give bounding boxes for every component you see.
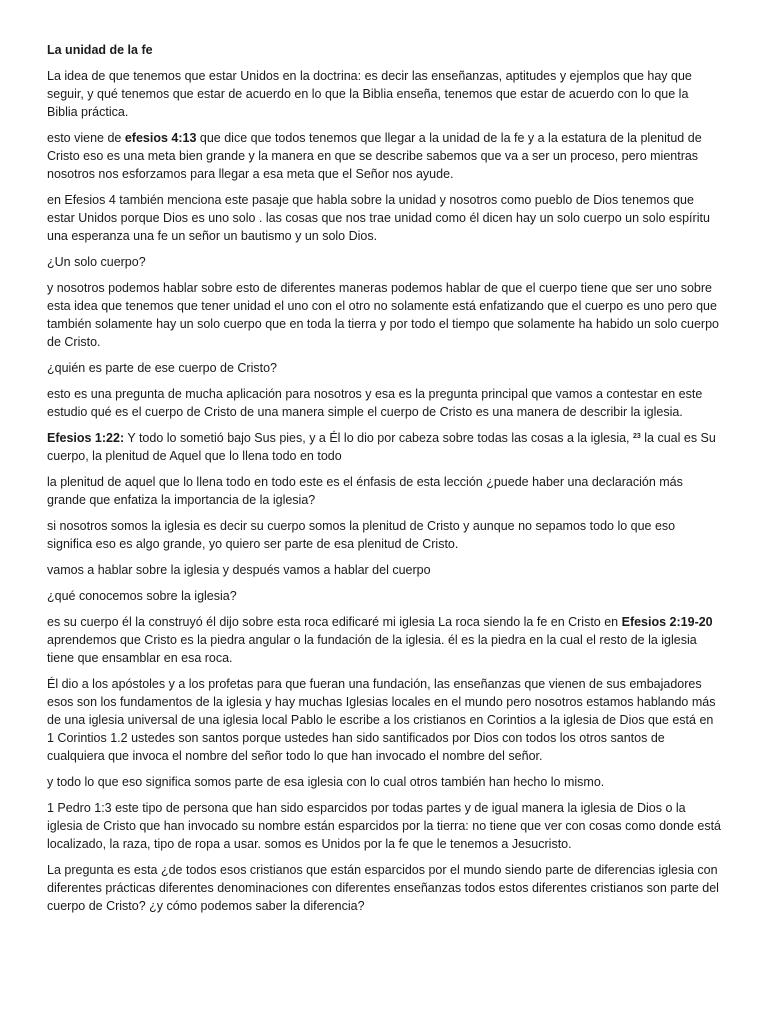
paragraph: la plenitud de aquel que lo llena todo en todo este es el énfasis de esta lección ¿puede haber una declaración más grande que enfatiza la importancia de la iglesia? — [47, 475, 683, 507]
paragraph: La pregunta es esta ¿de todos esos cristianos que están esparcidos por el mundo siendo parte de diferencias iglesia con diferentes prácticas diferentes denominaciones con diferentes enseñanzas todos estos diferentes cristianos son parte del cuerpo de Cristo? ¿y cómo podemos saber la diferencia? — [47, 863, 719, 913]
paragraph: y todo lo que eso significa somos parte de esa iglesia con lo cual otros también han hecho lo mismo. — [47, 775, 605, 789]
paragraph — [47, 613, 722, 667]
text-run: que dice que todos tenemos que llegar a la unidad de la fe y a la estatura de la plenitud de Cristo eso es una meta bien grande y la manera en que se describe sabemos que va a ser un proceso, pero mientras nosotros nos esforzamos para llegar a esa meta que el Señor nos ayude. — [47, 131, 702, 181]
paragraph: esto es una pregunta de mucha aplicación para nosotros y esa es la pregunta principal que vamos a contestar en este estudio qué es el cuerpo de Cristo de una manera simple el cuerpo de Cristo es una manera de describir la iglesia. — [47, 387, 703, 419]
paragraph — [47, 429, 722, 465]
paragraph: vamos a hablar sobre la iglesia y después vamos a hablar del cuerpo — [47, 563, 431, 577]
text-run: es su cuerpo él la construyó él dijo sobre esta roca edificaré mi iglesia La roca siendo la fe en Cristo en — [47, 615, 622, 629]
question: ¿quién es parte de ese cuerpo de Cristo? — [47, 361, 277, 375]
text-run: esto viene de — [47, 131, 125, 145]
paragraph: en Efesios 4 también menciona este pasaje que habla sobre la unidad y nosotros como pueblo de Dios tenemos que estar Unidos porque Dios es uno solo . las cosas que nos trae unidad como él dicen hay un solo cuerpo un solo espíritu una esperanza una fe un señor un bautismo y un solo Dios. — [47, 193, 710, 243]
bible-reference: efesios 4:13 — [124, 131, 197, 145]
paragraph — [47, 129, 722, 183]
paragraph: 1 Pedro 1:3 este tipo de persona que han sido esparcidos por todas partes y de igual manera la iglesia de Dios o la iglesia de Cristo que han invocado su nombre están esparcidos por la tierra: no tiene que ver con cosas como donde está localizado, la raza, tipo de ropa a usar. somos es Unidos por la fe que le tenemos a Jesucristo. — [47, 801, 722, 851]
question: ¿qué conocemos sobre la iglesia? — [47, 589, 237, 603]
text-run: Y todo lo sometió bajo Sus pies, y a Él lo dio por cabeza sobre todas las cosas a la iglesia, — [124, 431, 633, 445]
text-run: la cual es Su cuerpo, la plenitud de Aquel que lo llena todo en todo — [47, 431, 716, 463]
paragraph: La idea de que tenemos que estar Unidos en la doctrina: es decir las enseñanzas, aptitudes y ejemplos que hay que seguir, y qué tenemos que estar de acuerdo en lo que la Biblia enseña, tenemos que estar de acuerdo con lo que la Biblia práctica. — [47, 69, 692, 119]
bible-reference: Efesios 2:19-20 — [621, 615, 713, 629]
paragraph: si nosotros somos la iglesia es decir su cuerpo somos la plenitud de Cristo y aunque no sepamos todo lo que eso significa eso es algo grande, yo quiero ser parte de esa plenitud de Cristo. — [47, 519, 676, 551]
paragraph: Él dio a los apóstoles y a los profetas para que fueran una fundación, las enseñanzas que vienen de sus embajadores esos son los fundamentos de la iglesia y hay muchas Iglesias locales en el mundo pero nosotros estamos hablando más de una iglesia universal de una iglesia local Pablo le escribe a los cristianos en Corintios a la iglesia de Dios que está en 1 Corintios 1.2 ustedes son santos porque ustedes han sido santificados por Dios con todos los otros santos de cualquiera que invoca el nombre del señor todo lo que han invocado el nombre del señor. — [47, 677, 716, 763]
verse-number: 23 — [633, 433, 641, 440]
text-run: aprendemos que Cristo es la piedra angular o la fundación de la iglesia. él es la piedra en la cual el resto de la iglesia tiene que ensamblar en esa roca. — [47, 633, 697, 665]
paragraph: y nosotros podemos hablar sobre esto de diferentes maneras podemos hablar de que el cuerpo tiene que ser uno sobre esta idea que tenemos que tener unidad el uno con el otro no solamente está enfatizando que el cuerpo es uno pero que también solamente hay un solo cuerpo que en toda la tierra y por todo el tiempo que solamente ha habido un solo cuerpo de Cristo. — [47, 281, 719, 349]
document-title: La unidad de la fe — [47, 43, 153, 57]
bible-reference: Efesios 1:22: — [47, 431, 125, 445]
question: ¿Un solo cuerpo? — [47, 255, 146, 269]
